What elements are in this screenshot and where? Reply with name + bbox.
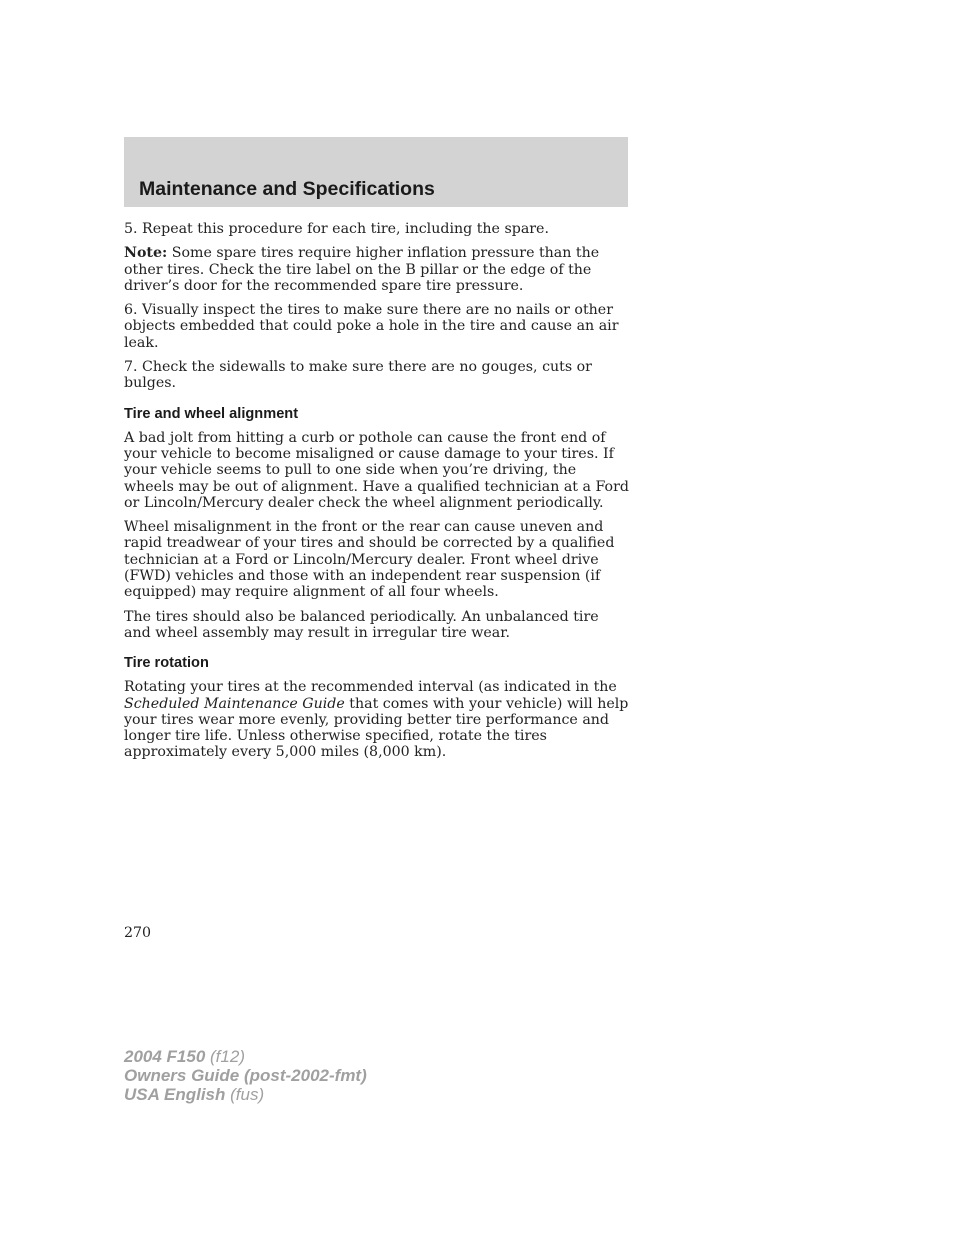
section-header-band (124, 137, 628, 207)
rotation-text-end: that comes with your vehicle) will help your tires wear more evenly, providing better tire performance and longer tire life. Unless otherwise specified, rotate the tires approximately every 5,000 miles (8,000 km). (124, 695, 629, 761)
step-5-paragraph: 5. Repeat this procedure for each tire, including the spare. (124, 221, 549, 237)
footer-line-model (124, 1047, 367, 1066)
page-body (124, 221, 629, 769)
alignment-paragraph-1: A bad jolt from hitting a curb or pothole can cause the front end of your vehicle to become misaligned or cause damage to your tires. If your vehicle seems to pull to one side when you’re driving, the wheels may be out of alignment. Have a qualified technician at a Ford or Lincoln/Mercury dealer check the wheel alignment periodically. (124, 429, 629, 511)
maintenance-guide-title: Scheduled Maintenance Guide (124, 695, 345, 712)
footer-line-guide (124, 1066, 367, 1085)
alignment-heading: Tire and wheel alignment (124, 405, 299, 422)
step-6-paragraph: 6. Visually inspect the tires to make sure there are no nails or other objects embedded that could poke a hole in the tire and cause an air leak. (124, 302, 619, 351)
alignment-paragraph-3: The tires should also be balanced periodically. An unbalanced tire and wheel assembly may result in irregular tire wear. (124, 608, 599, 641)
step-7-paragraph: 7. Check the sidewalls to make sure there are no gouges, cuts or bulges. (124, 359, 592, 392)
footer-model-code: (f12) (205, 1047, 245, 1066)
document-footer (124, 1047, 367, 1104)
footer-language: USA English (124, 1085, 226, 1104)
footer-model: 2004 F150 (124, 1047, 206, 1066)
section-title: Maintenance and Specifications (139, 178, 435, 200)
note-text: Some spare tires require higher inflation pressure than the other tires. Check the tire label on the B pillar or the edge of the driver’s door for the recommended spare tire pressure. (124, 245, 600, 294)
footer-line-language (124, 1085, 367, 1104)
footer-language-code: (fus) (225, 1085, 265, 1104)
alignment-paragraph-2: Wheel misalignment in the front or the rear can cause uneven and rapid treadwear of your tires and should be corrected by a qualified technician at a Ford or Lincoln/Mercury dealer. Front wheel drive (FWD) vehicles and those with an independent rear suspension (if equipped) may require alignment of all four wheels. (124, 519, 615, 601)
rotation-text-start: Rotating your tires at the recommended interval (as indicated in the (124, 679, 617, 696)
page-number: 270 (124, 925, 152, 941)
rotation-paragraph (124, 679, 629, 760)
footer-guide: Owners Guide (post-2002-fmt) (124, 1066, 367, 1085)
rotation-heading: Tire rotation (124, 655, 209, 672)
note-paragraph (124, 245, 629, 294)
note-label: Note: (124, 245, 168, 262)
